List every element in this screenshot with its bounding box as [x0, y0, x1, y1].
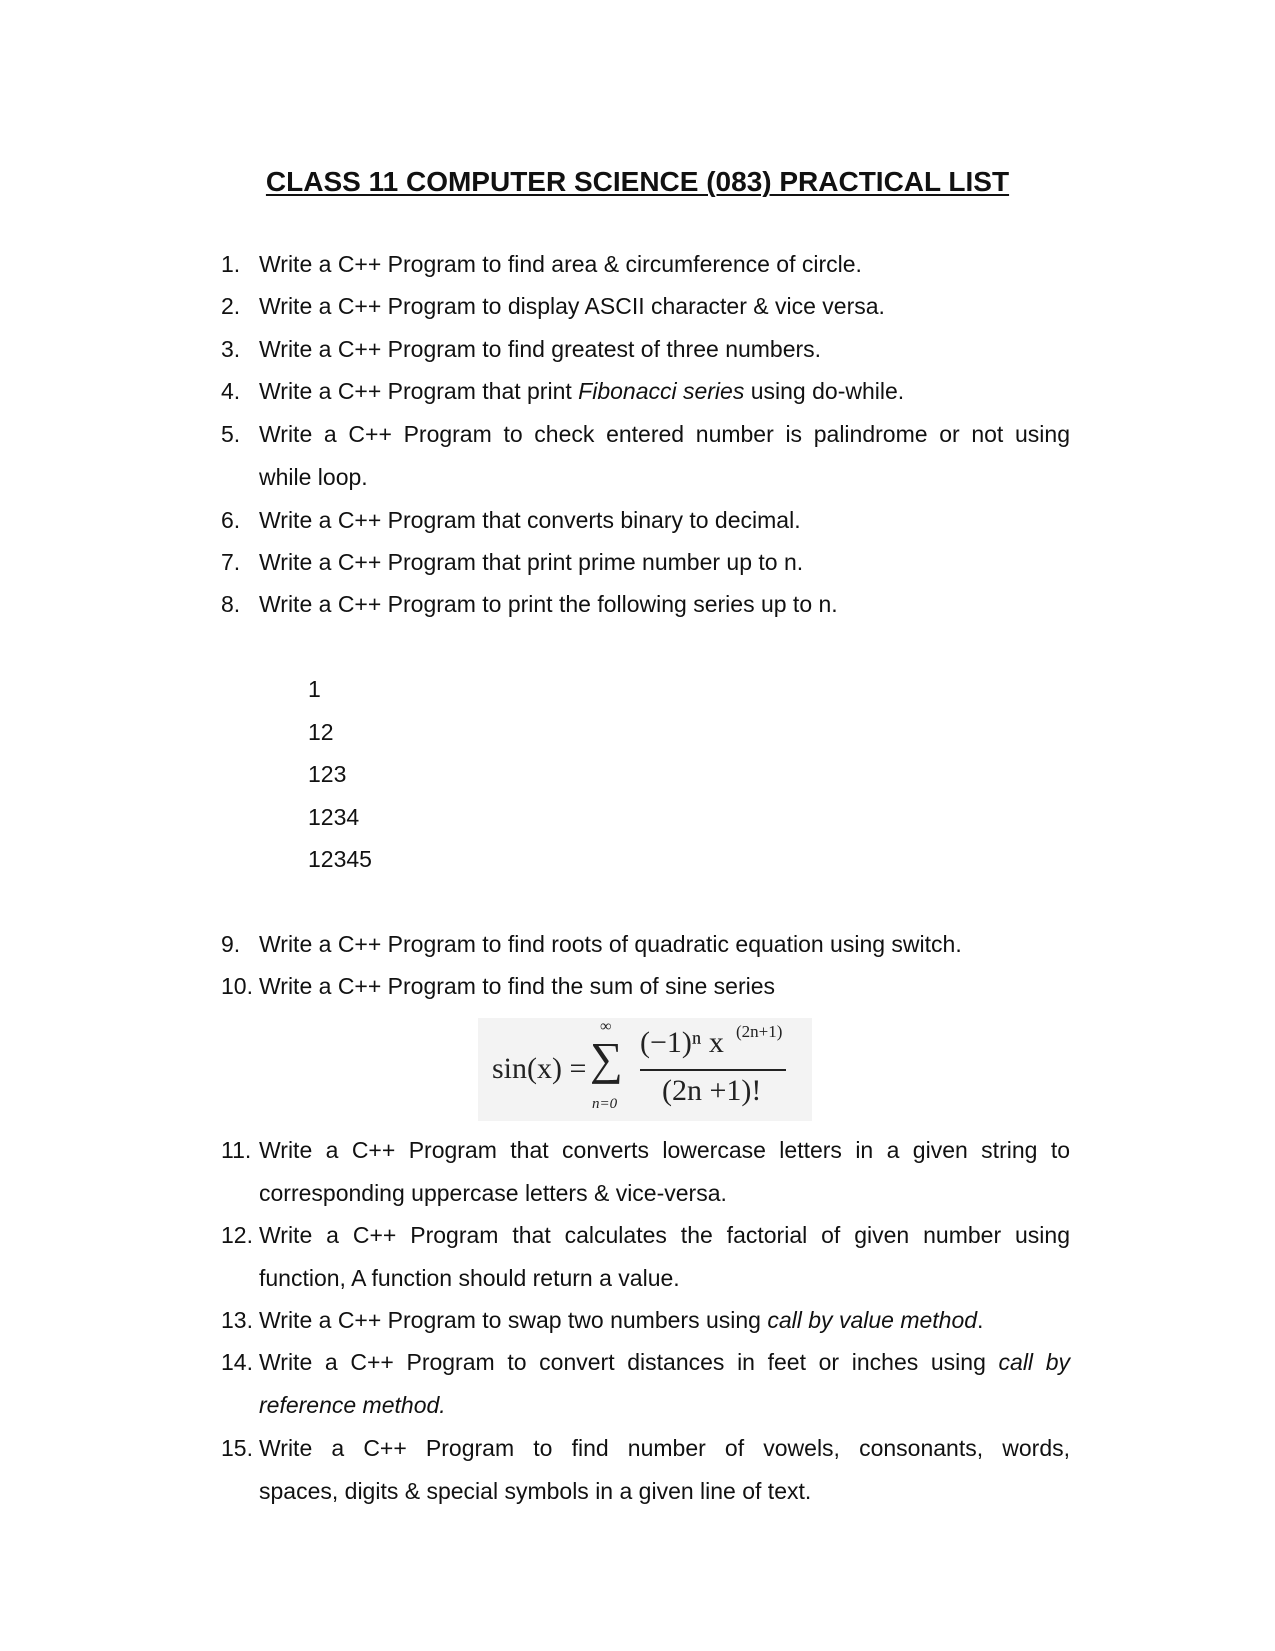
list-item-line — [259, 376, 1070, 406]
emphasis-text: reference method. — [259, 1392, 446, 1418]
item-text: Write a C++ Program to find greatest of three numbers. — [259, 336, 822, 362]
numerator: (−1)ⁿ x — [640, 1026, 724, 1059]
item-number: 6. — [221, 507, 241, 533]
item-text: Write a C++ Program that calculates the factorial of given number using — [259, 1222, 1070, 1248]
series-row: 123 — [308, 761, 347, 787]
sum-bottom: n=0 — [592, 1096, 618, 1112]
list-item-line — [259, 547, 1070, 577]
list-item-line — [259, 419, 1070, 449]
item-number: 12. — [221, 1222, 253, 1248]
item-number: 4. — [221, 378, 241, 404]
item-text: Write a C++ Program that converts binary to decimal. — [259, 507, 801, 533]
item-number: 10. — [221, 973, 253, 999]
item-number: 2. — [221, 293, 241, 319]
series-row: 1234 — [308, 803, 360, 830]
item-text: Write a C++ Program to find roots of quadratic equation using switch. — [259, 931, 962, 957]
item-text: Write a C++ Program to check entered number is palindrome or not using — [259, 421, 1070, 447]
item-text: Write a C++ Program that print — [259, 378, 579, 404]
series-row: 1 — [308, 676, 321, 702]
sine-series-formula — [478, 1018, 812, 1121]
denominator: (2n +1)! — [662, 1074, 762, 1107]
list-item-line — [259, 1263, 1070, 1293]
item-text: Write a C++ Program to display ASCII character & vice versa. — [259, 293, 885, 319]
item-number: 13. — [221, 1307, 253, 1333]
item-text: Write a C++ Program to find number of vowels, consonants, words, — [259, 1435, 1070, 1461]
item-text: Write a C++ Program to convert distances in feet or inches using — [259, 1349, 999, 1375]
sum-top: ∞ — [600, 1018, 612, 1035]
item-text: function, A function should return a value. — [259, 1265, 680, 1291]
list-item-line — [259, 1390, 1070, 1420]
list-item-line — [259, 589, 1070, 619]
item-text: Write a C++ Program to print the following series up to n. — [259, 591, 838, 617]
emphasis-text: call by — [998, 1349, 1070, 1375]
list-item-line — [259, 334, 1070, 364]
list-item-line — [259, 291, 1070, 321]
item-number: 3. — [221, 336, 241, 362]
item-number: 5. — [221, 421, 241, 447]
item-text: while loop. — [259, 464, 368, 490]
emphasis-text: call by value method — [767, 1307, 978, 1333]
list-item-line — [259, 1178, 1070, 1208]
list-item-line — [259, 1305, 1070, 1335]
item-number: 1. — [221, 251, 241, 277]
sum-sign: ∑ — [590, 1033, 623, 1084]
list-item-line — [259, 462, 1070, 492]
item-number: 9. — [221, 931, 241, 957]
list-item-line — [259, 1220, 1070, 1250]
list-item-line — [259, 1433, 1070, 1463]
item-number: 14. — [221, 1349, 253, 1375]
item-text: Write a C++ Program that converts lowercase letters in a given string to — [259, 1137, 1070, 1163]
item-text: using do-while. — [744, 378, 905, 404]
formula-lhs: sin(x) = — [492, 1052, 587, 1085]
list-item-line — [259, 1347, 1070, 1377]
item-text: spaces, digits & special symbols in a given line of text. — [259, 1478, 812, 1504]
exponent: (2n+1) — [736, 1022, 783, 1041]
series-row: 12345 — [308, 846, 372, 872]
item-number: 8. — [221, 591, 241, 617]
list-item-line — [259, 249, 1070, 279]
item-number: 15. — [221, 1435, 253, 1461]
item-number: 7. — [221, 549, 241, 575]
item-text: Write a C++ Program to find the sum of sine series — [259, 973, 776, 999]
item-text: . — [977, 1307, 984, 1333]
list-item-line — [259, 929, 1070, 959]
page-title: CLASS 11 COMPUTER SCIENCE (083) PRACTICAL LIST — [265, 166, 1010, 197]
emphasis-text: Fibonacci series — [578, 378, 745, 404]
item-text: Write a C++ Program to swap two numbers using — [259, 1307, 768, 1333]
list-item-line — [259, 505, 1070, 535]
item-text: Write a C++ Program that print prime number up to n. — [259, 549, 804, 575]
item-text: Write a C++ Program to find area & circumference of circle. — [259, 251, 862, 277]
item-text: corresponding uppercase letters & vice-versa. — [259, 1180, 727, 1206]
list-item-line — [259, 971, 1070, 1001]
series-row: 12 — [308, 718, 334, 745]
fraction-bar — [640, 1069, 786, 1071]
list-item-line — [259, 1476, 1070, 1506]
item-number: 11. — [221, 1137, 252, 1163]
list-item-line — [259, 1135, 1070, 1165]
